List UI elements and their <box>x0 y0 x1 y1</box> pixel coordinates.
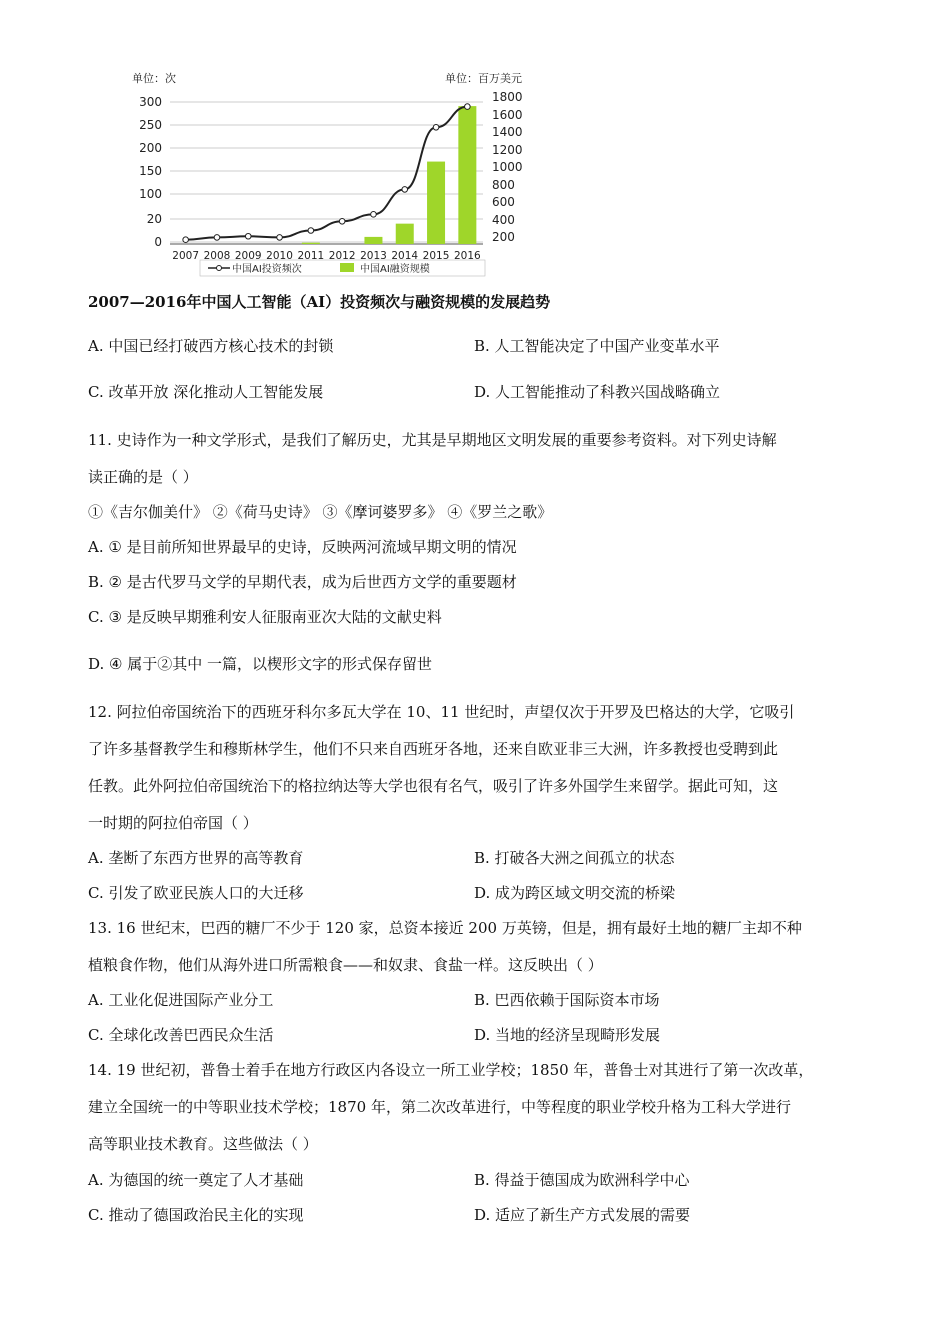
q11-option-c: C. ③ 是反映早期雅利安人征服南亚次大陆的文献史料 <box>88 608 442 626</box>
q13-option-d: D. 当地的经济呈现畸形发展 <box>474 1026 661 1044</box>
x-tick-label: 2015 <box>422 250 450 262</box>
q12-stem-line3: 任教。此外阿拉伯帝国统治下的格拉纳达等大学也很有名气，吸引了许多外国学生来留学。据此可知，这 <box>88 777 779 795</box>
q11-stem-line1: 11. 史诗作为一种文学形式，是我们了解历史，尤其是早期地区文明发展的重要参考资料。对下列史诗解 <box>88 431 777 449</box>
q14-option-a: A. 为德国的统一奠定了人才基础 <box>88 1171 304 1189</box>
q12-option-d: D. 成为跨区域文明交流的桥梁 <box>474 884 676 902</box>
investment-point <box>277 235 283 241</box>
q13-option-c: C. 全球化改善巴西民众生活 <box>88 1026 274 1044</box>
investment-point <box>214 235 220 241</box>
legend-line-label: 中国AI投资频次 <box>232 264 302 275</box>
right-axis-unit: 单位：百万美元 <box>445 72 522 85</box>
q11-option-a: A. ① 是目前所知世界最早的史诗，反映两河流域早期文明的情况 <box>88 538 517 556</box>
right-tick-label: 1400 <box>492 125 523 139</box>
ai-investment-chart <box>130 64 530 282</box>
investment-point <box>465 104 471 110</box>
left-tick-label: 150 <box>139 164 162 178</box>
right-tick-label: 600 <box>492 195 515 209</box>
q10-option-c: C. 改革开放 深化推动人工智能发展 <box>88 383 324 401</box>
q12-stem-line2: 了许多基督教学生和穆斯林学生，他们不只来自西班牙各地，还来自欧亚非三大洲，许多教授也受聘到此 <box>88 740 779 758</box>
financing-bar <box>458 106 476 244</box>
x-tick-label: 2008 <box>203 250 231 262</box>
q12-option-c: C. 引发了欧亚民族人口的大迁移 <box>88 884 304 902</box>
left-tick-label: 300 <box>139 95 162 109</box>
right-tick-label: 400 <box>492 213 515 227</box>
q13-option-b: B. 巴西依赖于国际资本市场 <box>474 991 660 1009</box>
chart-caption: 2007—2016年中国人工智能（AI）投资频次与融资规模的发展趋势 <box>88 293 551 311</box>
q14-option-d: D. 适应了新生产方式发展的需要 <box>474 1206 691 1224</box>
financing-bar <box>396 224 414 244</box>
q11-option-b: B. ② 是古代罗马文学的早期代表，成为后世西方文学的重要题材 <box>88 573 517 591</box>
right-tick-label: 200 <box>492 230 515 244</box>
investment-point <box>183 237 189 243</box>
left-axis-unit: 单位：次 <box>132 72 176 85</box>
q11-option-d: D. ④ 属于②其中 一篇，以楔形文字的形式保存留世 <box>88 655 433 673</box>
q12-option-a: A. 垄断了东西方世界的高等教育 <box>88 849 304 867</box>
left-tick-label: 250 <box>139 118 162 132</box>
x-tick-label: 2014 <box>391 250 419 262</box>
legend-line-marker <box>217 266 222 271</box>
q13-stem-line2: 植粮食作物，他们从海外进口所需粮食——和奴隶、食盐一样。这反映出（ ） <box>88 956 603 974</box>
left-tick-label: 200 <box>139 141 162 155</box>
right-tick-label: 800 <box>492 178 515 192</box>
right-tick-label: 1600 <box>492 108 523 122</box>
x-tick-label: 2011 <box>297 250 325 262</box>
q14-option-b: B. 得益于德国成为欧洲科学中心 <box>474 1171 690 1189</box>
left-tick-label: 0 <box>154 235 162 249</box>
q10-option-d: D. 人工智能推动了科教兴国战略确立 <box>474 383 721 401</box>
financing-bar <box>302 243 320 244</box>
q13-option-a: A. 工业化促进国际产业分工 <box>88 991 274 1009</box>
q11-stem-line2: 读正确的是（ ） <box>88 468 198 486</box>
right-tick-label: 1800 <box>492 90 523 104</box>
q13-stem-line1: 13. 16 世纪末，巴西的糖厂不少于 120 家，总资本接近 200 万英镑，但是，拥有最好土地的糖厂主却不种 <box>88 919 802 937</box>
investment-point <box>371 212 377 218</box>
x-tick-label: 2013 <box>360 250 387 262</box>
q12-stem-line1: 12. 阿拉伯帝国统治下的西班牙科尔多瓦大学在 10、11 世纪时，声望仅次于开罗及巴格达的大学，它吸引 <box>88 703 795 721</box>
q11-items: ①《吉尔伽美什》 ②《荷马史诗》 ③《摩诃婆罗多》 ④《罗兰之歌》 <box>88 503 553 521</box>
investment-point <box>339 219 345 225</box>
investment-point <box>308 228 314 234</box>
q10-option-b: B. 人工智能决定了中国产业变革水平 <box>474 337 720 355</box>
investment-point <box>433 125 439 131</box>
x-tick-label: 2009 <box>234 250 262 262</box>
right-tick-label: 1200 <box>492 143 523 157</box>
x-tick-label: 2007 <box>172 250 200 262</box>
q14-stem-line1: 14. 19 世纪初，普鲁士着手在地方行政区内各设立一所工业学校；1850 年，普鲁士对其进行了第一次改革， <box>88 1061 814 1079</box>
q14-stem-line2: 建立全国统一的中等职业技术学校；1870 年，第二次改革进行，中等程度的职业学校升格为工科大学进行 <box>88 1098 791 1116</box>
legend-bar-swatch <box>340 263 354 272</box>
financing-bar <box>364 237 382 244</box>
x-tick-label: 2012 <box>328 250 356 262</box>
investment-point <box>245 233 251 239</box>
investment-point <box>402 187 408 193</box>
q14-stem-line3: 高等职业技术教育。这些做法（ ） <box>88 1135 318 1153</box>
q12-stem-line4: 一时期的阿拉伯帝国（ ） <box>88 814 258 832</box>
x-tick-label: 2016 <box>453 250 481 262</box>
left-tick-label: 100 <box>139 187 162 201</box>
q12-option-b: B. 打破各大洲之间孤立的状态 <box>474 849 675 867</box>
right-tick-label: 1000 <box>492 160 523 174</box>
q10-option-a: A. 中国已经打破西方核心技术的封锁 <box>88 337 334 355</box>
left-tick-label: 20 <box>146 212 162 226</box>
investment-line <box>186 107 468 240</box>
q14-option-c: C. 推动了德国政治民主化的实现 <box>88 1206 304 1224</box>
chart-svg <box>130 64 530 282</box>
legend-bar-label: 中国AI融资规模 <box>360 264 430 275</box>
financing-bar <box>427 162 445 244</box>
x-tick-label: 2010 <box>266 250 293 262</box>
